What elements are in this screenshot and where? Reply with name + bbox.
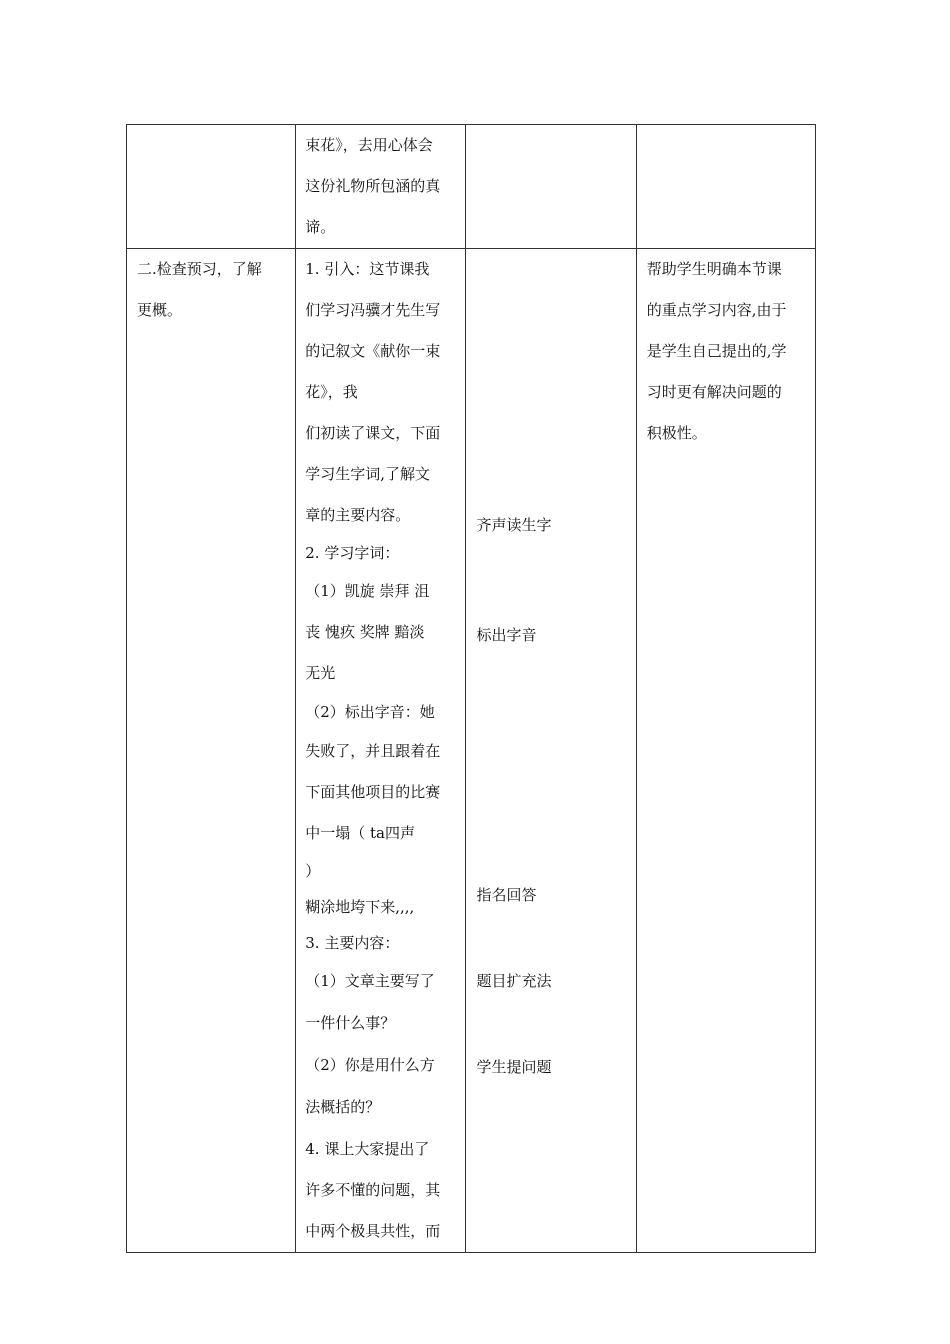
content-line: 许多不懂的问题，其: [305, 1181, 441, 1199]
intent-line: 的重点学习内容,由于: [646, 301, 787, 319]
content-line: 下面其他项目的比赛: [305, 783, 441, 801]
intent-line: 是学生自己提出的,学: [646, 342, 787, 360]
content-line: 章的主要内容。: [305, 506, 411, 524]
activity-item: 齐声读生字: [476, 516, 552, 534]
content-line: 的记叙文《献你一束: [305, 342, 441, 360]
stage-cell: [127, 249, 296, 1253]
content-line: 谛。: [305, 218, 336, 236]
content-line: 中两个极具共性，而: [305, 1222, 441, 1240]
content-cell: [296, 125, 466, 249]
table-row: [127, 125, 816, 249]
activity-item: 标出字音: [476, 626, 537, 644]
content-line: 无光: [305, 664, 336, 682]
content-line: 1. 引入：这节课我: [305, 260, 430, 278]
content-cell: [296, 249, 466, 1253]
content-line: 中一塌（ ta四声: [305, 824, 415, 842]
activity-item: 题目扩充法: [476, 972, 552, 990]
activity-cell: [466, 249, 636, 1253]
content-line: （2）标出字音：她: [305, 703, 435, 721]
table-row: [127, 249, 816, 1253]
intent-cell: [636, 249, 815, 1253]
content-line: 们初读了课文，下面: [305, 424, 441, 442]
content-line: 法概括的？: [305, 1098, 381, 1116]
stage-line: 更概。: [137, 301, 183, 319]
intent-line: 帮助学生明确本节课: [646, 260, 782, 278]
intent-line: 积极性。: [646, 424, 707, 442]
activity-item: 学生提问题: [476, 1058, 552, 1076]
content-line: 糊涂地垮下来,,,,: [305, 898, 415, 916]
content-line: 束花》，去用心体会: [305, 136, 433, 154]
intent-line: 习时更有解决问题的: [646, 383, 782, 401]
content-line: 2. 学习字词：: [305, 544, 400, 562]
content-line: 丧 愧疚 奖牌 黯淡: [305, 623, 425, 641]
content-line: ）: [305, 862, 321, 880]
content-line: （1）文章主要写了: [305, 972, 435, 990]
content-line: 们学习冯骥才先生写: [305, 301, 441, 319]
content-line: 4. 课上大家提出了: [305, 1140, 430, 1158]
stage-cell: [127, 125, 296, 249]
lesson-plan-table: [126, 124, 816, 1253]
activity-item: 指名回答: [476, 886, 537, 904]
content-line: 花》，我: [305, 383, 358, 401]
activity-cell: [466, 125, 636, 249]
intent-cell: [636, 125, 815, 249]
content-line: 这份礼物所包涵的真: [305, 177, 441, 195]
content-line: （1）凯旋 崇拜 沮: [305, 582, 430, 600]
content-line: （2）你是用什么方: [305, 1056, 435, 1074]
content-line: 3. 主要内容：: [305, 934, 400, 952]
content-line: 学习生字词,了解文: [305, 465, 431, 483]
stage-line: 二.检查预习，了解: [137, 260, 262, 278]
content-line: 一件什么事？: [305, 1014, 396, 1032]
content-line: 失败了，并且跟着在: [305, 742, 441, 760]
